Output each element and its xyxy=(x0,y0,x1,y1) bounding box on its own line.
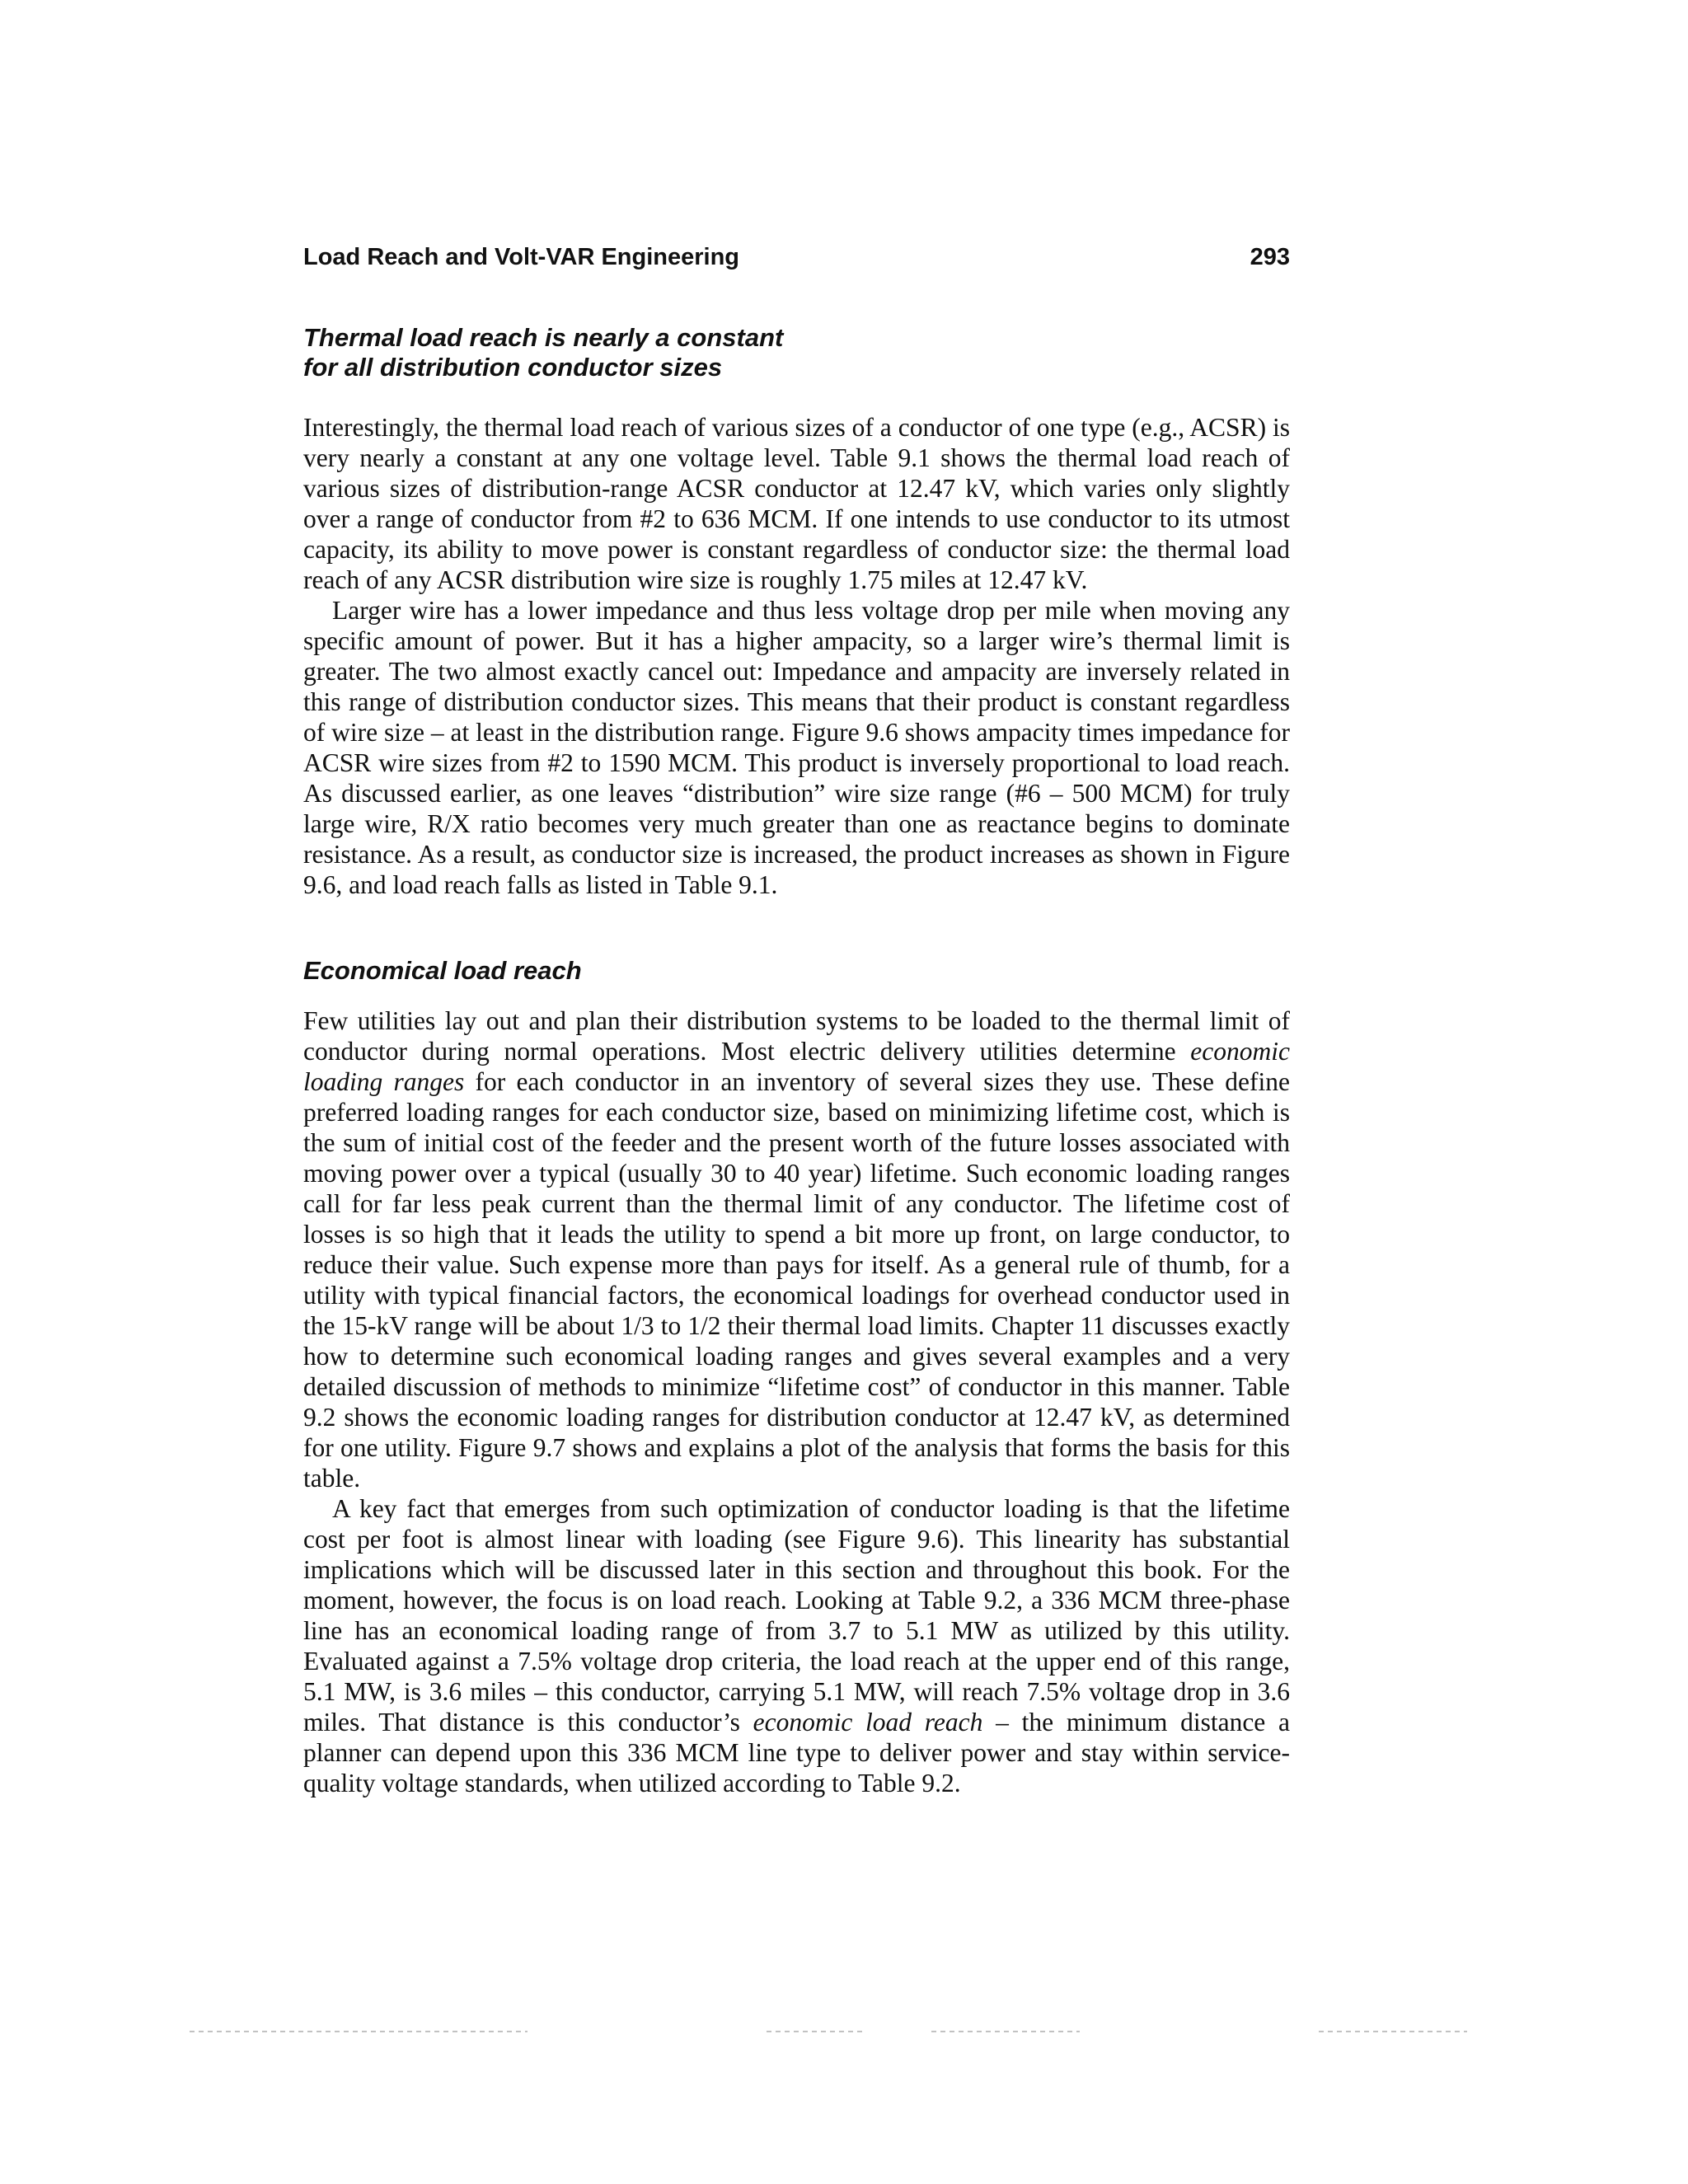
text-run: A key fact that emerges from such optimization of conductor loading is that the lifetime cost per foot is almost linear with loading (see Figure 9.6). This linearity has substantial implications which will be discussed later in this section and throughout this book. For the moment, however, the focus is on load reach. Looking at Table 9.2, a 336 MCM three-phase line has an economical loading range of from 3.7 to 5.1 MW as utilized by this utility. Evaluated against a 7.5% voltage drop criteria, the load reach at the upper end of this range, 5.1 MW, is 3.6 miles – this conductor, carrying 5.1 MW, will reach 7.5% voltage drop in 3.6 miles. That distance is this conductor’s xyxy=(303,1494,1290,1736)
heading-line: for all distribution conductor sizes xyxy=(303,353,723,382)
text-run: Few utilities lay out and plan their distribution systems to be loaded to the thermal limit of conductor during normal operations. Most electric delivery utilities determine xyxy=(303,1006,1290,1066)
scan-artifact-line xyxy=(931,2031,1080,2032)
text-run: – the minimum distance a planner can depend upon this 336 MCM line type to deliver power and stay within service-quality voltage standards, when utilized according to Table 9.2. xyxy=(303,1708,1291,1797)
paragraph: Larger wire has a lower impedance and thus less voltage drop per mile when moving any specific amount of power. But it has a higher ampacity, so a larger wire’s thermal limit is greater. The two almost exactly cancel out: Impedance and ampacity are inversely related in this range of distribution conductor sizes. This means that their product is constant regardless of wire size – at least in the distribution range. Figure 9.6 shows ampacity times impedance for ACSR wire sizes from #2 to 1590 MCM. This product is inversely proportional to load reach. As discussed earlier, as one leaves “distribution” wire size range (#6 – 500 MCM) for truly large wire, R/X ratio becomes very much greater than one as reactance begins to dominate resistance. As a result, as conductor size is increased, the product increases as shown in Figure 9.6, and load reach falls as listed in Table 9.1. xyxy=(303,596,1290,899)
running-head-title: Load Reach and Volt-VAR Engineering xyxy=(303,244,740,270)
emphasis-term: economic loading ranges xyxy=(303,1037,1290,1096)
page-number: 293 xyxy=(1250,244,1290,270)
section-body-thermal-load-reach xyxy=(303,412,1290,900)
heading-line: Thermal load reach is nearly a constant xyxy=(303,323,784,352)
scan-artifact-line xyxy=(190,2031,528,2032)
paragraph xyxy=(303,1005,1290,1493)
section-body-economical-load-reach xyxy=(303,1005,1290,1798)
section-heading-thermal-load-reach xyxy=(303,323,1210,382)
scan-artifact-line xyxy=(1319,2031,1467,2032)
emphasis-term: economic load reach xyxy=(753,1708,983,1736)
running-head xyxy=(303,244,1290,280)
text-run: for each conductor in an inventory of several sizes they use. These define preferred loading ranges for each conductor size, based on minimizing lifetime cost, which is the sum of initial cost of the feeder and the present worth of the future losses associated with moving power over a typical (usually 30 to 40 year) lifetime. Such economic loading ranges call for far less peak current than the thermal limit of any conductor. The lifetime cost of losses is so high that it leads the utility to spend a bit more up front, on large conductor, to reduce their value. Such expense more than pays for itself. As a general rule of thumb, for a utility with typical financial factors, the economical loadings for overhead conductor used in the 15-kV range will be about 1/3 to 1/2 their thermal load limits. Chapter 11 discusses exactly how to determine such economical loading ranges and gives several examples and a very detailed discussion of methods to minimize “lifetime cost” of conductor in this manner. Table 9.2 shows the economic loading ranges for distribution conductor at 12.47 kV, as determined for one utility. Figure 9.7 shows and explains a plot of the analysis that forms the basis for this table. xyxy=(303,1067,1290,1493)
paragraph: Interestingly, the thermal load reach of various sizes of a conductor of one type (e.g., ACSR) is very nearly a constant at any one voltage level. Table 9.1 shows the thermal load reach of various sizes of distribution-range ACSR conductor at 12.47 kV, which varies only slightly over a range of conductor from #2 to 636 MCM. If one intends to use conductor to its utmost capacity, its ability to move power is constant regardless of conductor size: the thermal load reach of any ACSR distribution wire size is roughly 1.75 miles at 12.47 kV. xyxy=(303,413,1290,594)
scan-artifact-line xyxy=(767,2031,865,2032)
heading-line: Economical load reach xyxy=(303,956,582,985)
paragraph xyxy=(303,1493,1290,1798)
section-heading-economical-load-reach xyxy=(303,956,1210,986)
